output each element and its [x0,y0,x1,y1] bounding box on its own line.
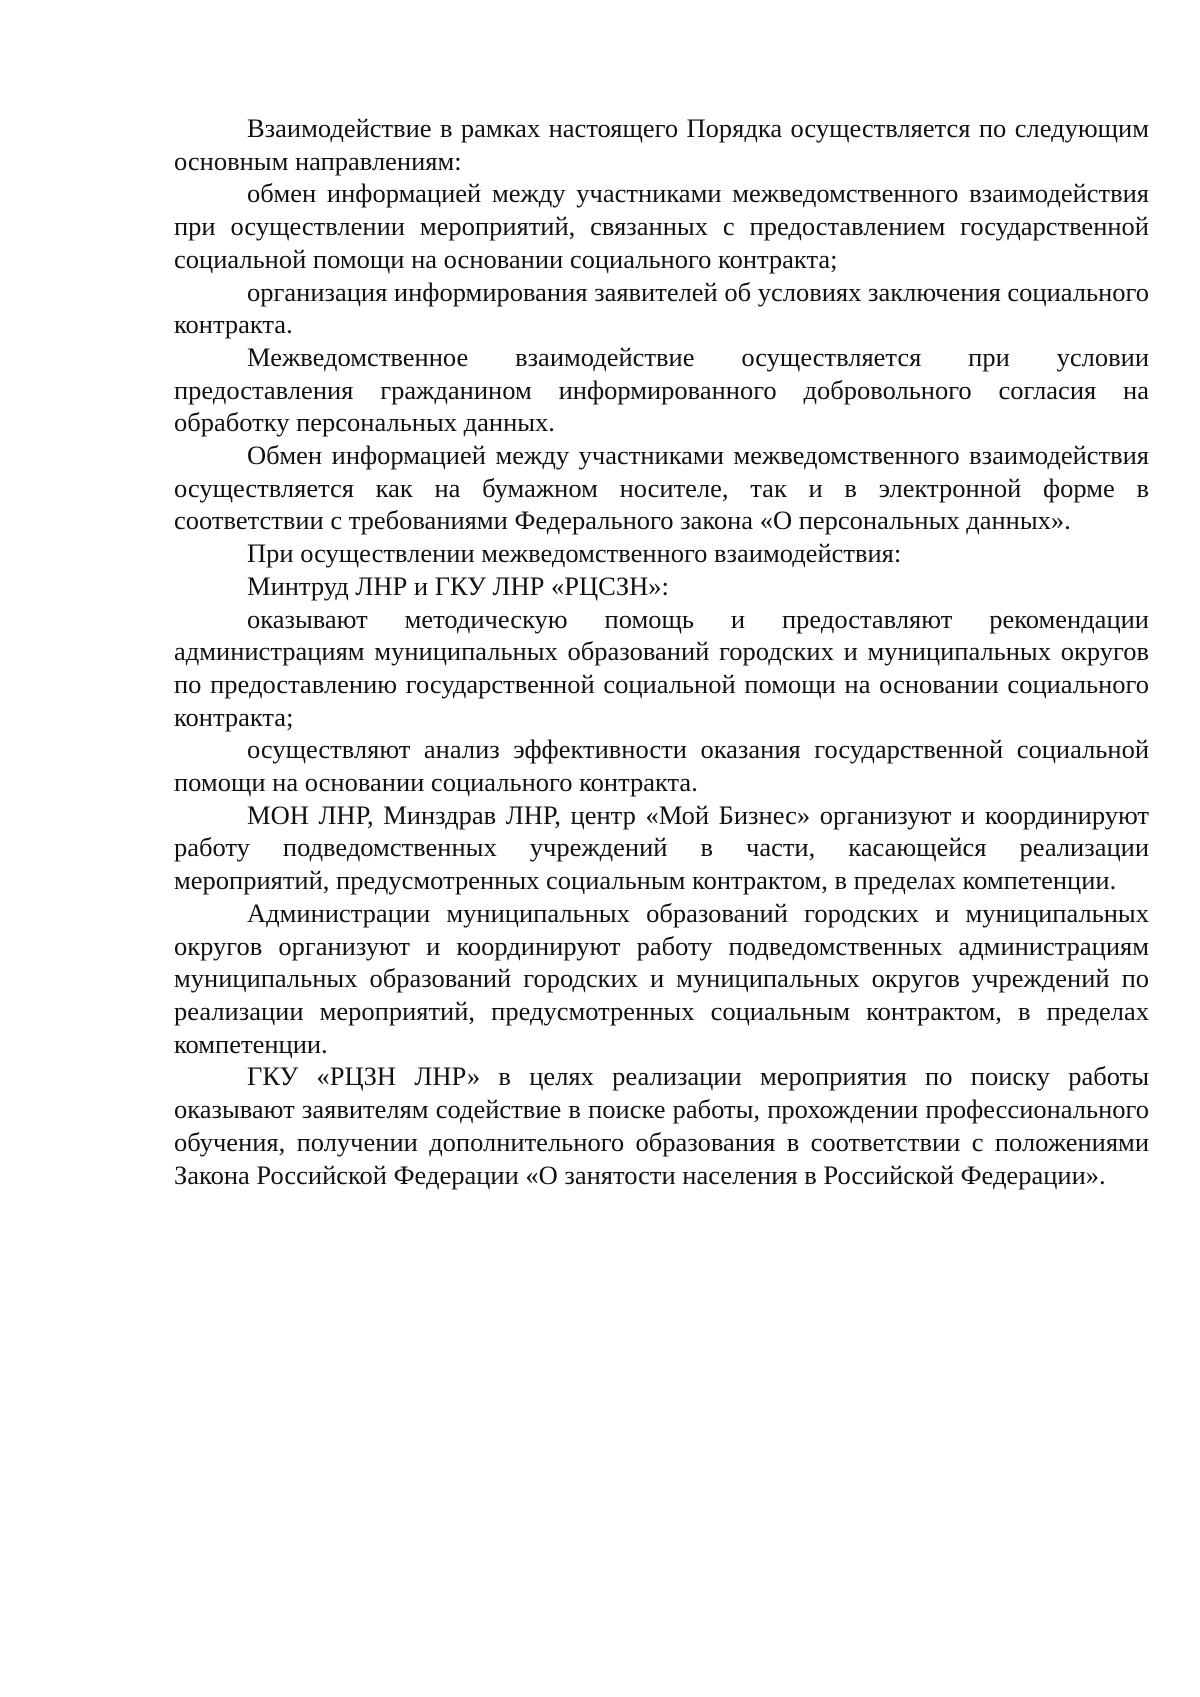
paragraph-mon-minzdrav: МОН ЛНР, Минздрав ЛНР, центр «Мой Бизнес» организуют и координируют работу подведомственных учреждений в части, касающейся реализации мероприятий, предусмотренных социальным контрактом, в пределах компетенции. [174,799,1149,896]
paragraph-exchange-forms: Обмен информацией между участниками межведомственного взаимодействия осуществляется как на бумажном носителе, так и в электронной форме в соответствии с требованиями Федерального закона «О персональных данных». [174,440,1149,536]
document-page [174,112,1149,1191]
paragraph-directions: Взаимодействие в рамках настоящего Порядка осуществляется по следующим основным направлениям: [174,113,1149,176]
paragraph-information-exchange: обмен информацией между участниками межведомственного взаимодействия при осуществлении мероприятий, связанных с предоставлением государственной социальной помощи на основании социального контракта; [174,178,1149,274]
paragraph-mintrud-gku: Минтруд ЛНР и ГКУ ЛНР «РЦСЗН»: [247,570,669,601]
paragraph-efficiency-analysis: осуществляют анализ эффективности оказания государственной социальной помощи на основании социального контракта. [174,734,1149,798]
paragraph-methodical-help: оказывают методическую помощь и предоставляют рекомендации администрациям муниципальных образований городских и муниципальных округов по предоставлению государственной социальной помощи на основании социального контракта; [174,603,1149,732]
paragraph-during-interaction: При осуществлении межведомственного взаимодействия: [247,538,902,569]
paragraph-consent-condition: Межведомственное взаимодействие осуществляется при условии предоставления гражданином информированного добровольного согласия на обработку персональных данных. [174,341,1149,438]
paragraph-rczn-job-search: ГКУ «РЦЗН ЛНР» в целях реализации мероприятия по поиску работы оказывают заявителям содействие в поиске работы, прохождении профессионального обучения, получении дополнительного образования в соответствии с положениями Закона Российской Федерации «О занятости населения в Российской Федерации». [174,1061,1149,1190]
paragraph-informing-applicants: организация информирования заявителей об условиях заключения социального контракта. [174,276,1149,340]
paragraph-administrations: Администрации муниципальных образований городских и муниципальных округов организуют и координируют работу подведомственных администрациям муниципальных образований городских и муниципальных округов учреждений по реализации мероприятий, предусмотренных социальным контрактом, в пределах компетенции. [174,897,1149,1059]
